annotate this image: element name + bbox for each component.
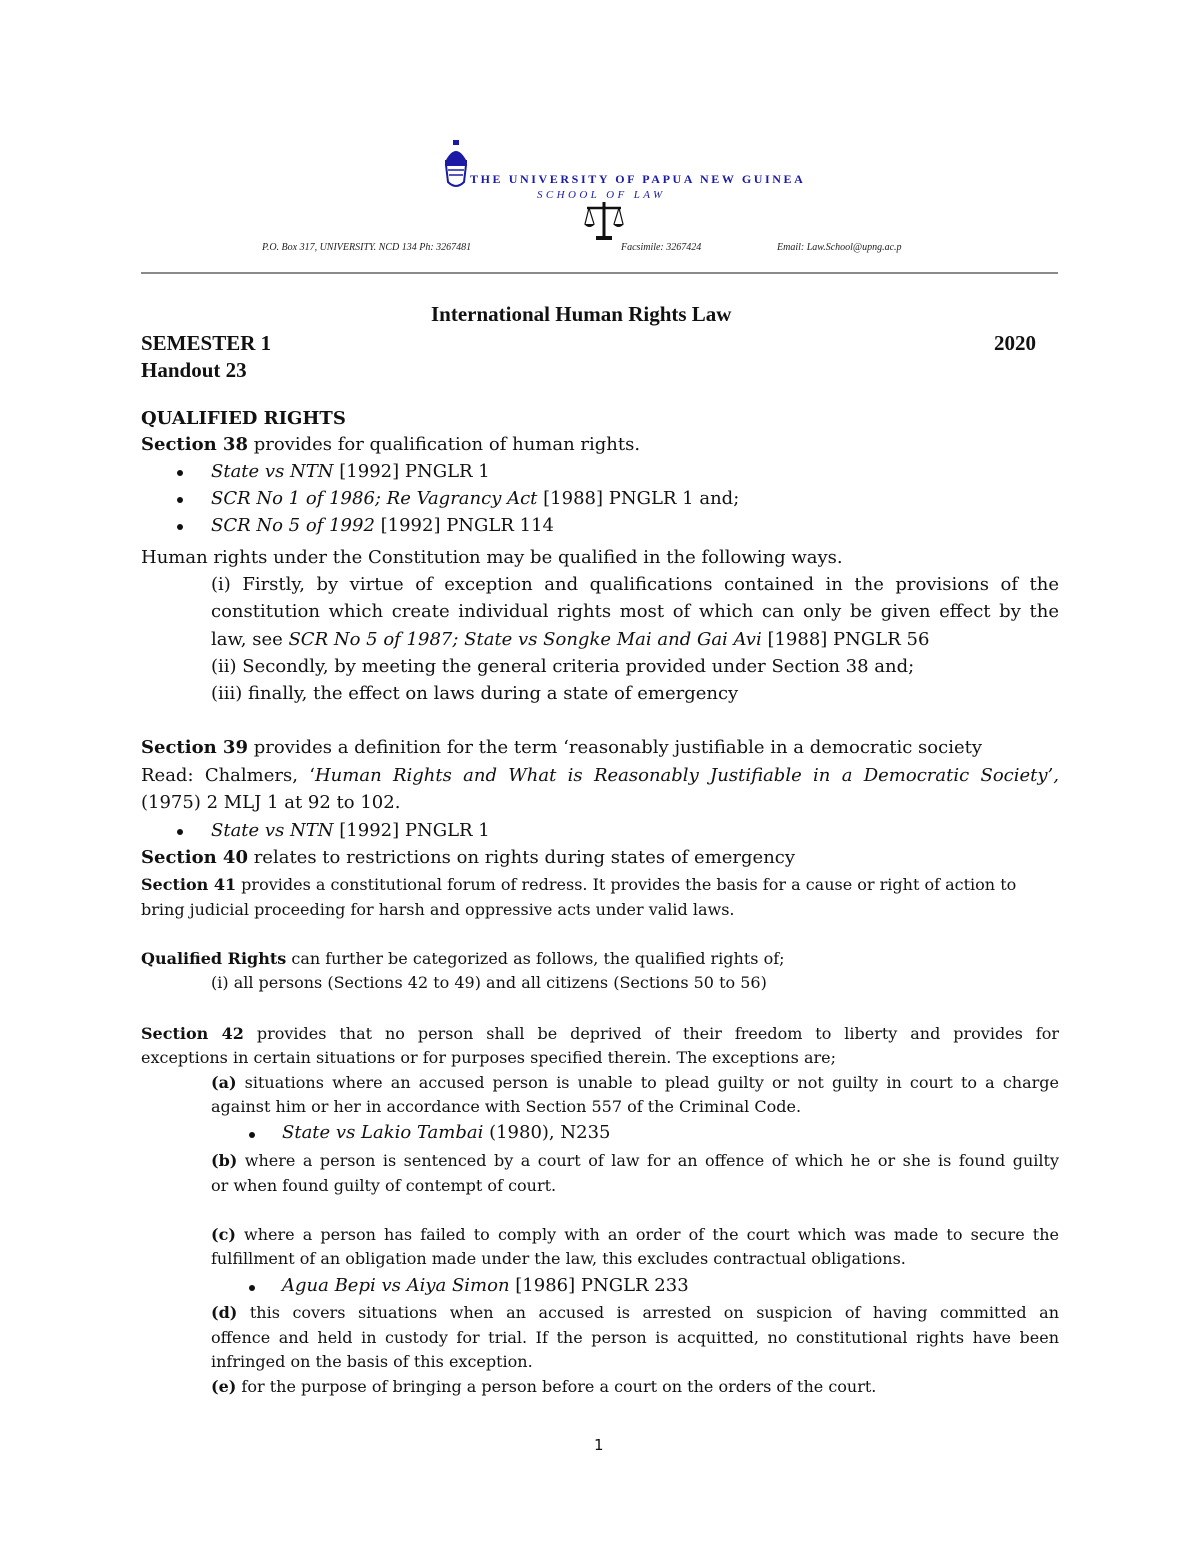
section-41-line2: bring judicial proceeding for harsh and oppressive acts under valid laws. (141, 900, 735, 919)
qualification-i-line3 (211, 629, 929, 650)
exception-label: (d) (211, 1303, 238, 1322)
section-42-line1 (141, 1024, 1059, 1043)
case-name: State vs NTN (211, 461, 334, 482)
semester-label: SEMESTER 1 (141, 331, 272, 355)
exception-a-line1 (211, 1073, 1059, 1092)
case-citation: [1988] PNGLR 1 and; (537, 488, 740, 509)
exception-c-line1 (211, 1225, 1059, 1244)
section-39-citation: (1975) 2 MLJ 1 at 92 to 102. (141, 792, 401, 813)
article-title: Human Rights and What is Reasonably Justifiable in a Democratic Society’, (314, 765, 1059, 786)
section-39-reading (141, 765, 1059, 786)
exception-b-line2: or when found guilty of contempt of court. (211, 1176, 557, 1195)
year-label: 2020 (994, 331, 1036, 355)
school-name: SCHOOL OF LAW (537, 189, 666, 201)
text-fragment: situations where an accused person is unable to plead guilty or not guilty in court to a charge (236, 1073, 1059, 1092)
case-citation: [1992] PNGLR 114 (374, 515, 555, 536)
categories-label: Qualified Rights (141, 949, 287, 968)
exception-label: (c) (211, 1225, 236, 1244)
text-fragment: for the purpose of bringing a person before a court on the orders of the court. (236, 1377, 877, 1396)
bullet-icon (177, 470, 183, 476)
case-citation: (1980), N235 (483, 1122, 611, 1143)
document-title: International Human Rights Law (431, 302, 732, 326)
qualification-i-line2: constitution which create individual rights most of which can only be given effect by the (211, 601, 1059, 622)
section-38-text: provides for qualification of human rights. (247, 434, 641, 455)
exception-c-line2: fulfillment of an obligation made under the law, this excludes contractual obligations. (211, 1249, 906, 1268)
categories-item: (i) all persons (Sections 42 to 49) and all citizens (Sections 50 to 56) (211, 973, 767, 992)
categories-paragraph (141, 949, 785, 968)
section-38-label: Section 38 (141, 434, 248, 455)
case-bullet-4 (211, 820, 490, 841)
case-citation: [1992] PNGLR 1 (333, 461, 490, 482)
page-number: 1 (594, 1436, 604, 1454)
qualification-ii: (ii) Secondly, by meeting the general criteria provided under Section 38 and; (211, 656, 915, 677)
text-fragment: Read: Chalmers, ‘ (141, 765, 315, 786)
section-39-paragraph (141, 737, 982, 758)
text-fragment: this covers situations when an accused is arrested on suspicion of having committed an (237, 1303, 1059, 1322)
text-fragment: can further be categorized as follows, the qualified rights of; (286, 949, 785, 968)
section-41-line1 (141, 875, 1016, 894)
exception-b-line1 (211, 1151, 1059, 1170)
bullet-icon (177, 524, 183, 530)
exception-label: (b) (211, 1151, 238, 1170)
text-fragment: where a person is sentenced by a court of law for an offence of which he or she is found guilty (237, 1151, 1059, 1170)
handout-label: Handout 23 (141, 358, 247, 382)
qualified-rights-heading: QUALIFIED RIGHTS (141, 408, 346, 429)
text-fragment: law, see (211, 629, 289, 650)
letterhead-divider (141, 272, 1058, 274)
section-39-label: Section 39 (141, 737, 248, 758)
exception-d-line2: offence and held in custody for trial. If the person is acquitted, no constitutional rights have been (211, 1328, 1059, 1347)
qualification-i-line1: (i) Firstly, by virtue of exception and qualifications contained in the provisions of the (211, 574, 1059, 595)
section-41-label: Section 41 (141, 875, 237, 894)
bullet-icon (249, 1132, 255, 1138)
qualification-iii: (iii) finally, the effect on laws during a state of emergency (211, 683, 739, 704)
text-fragment: provides that no person shall be deprived of their freedom to liberty and provides for (243, 1024, 1059, 1043)
case-bullet-5 (282, 1122, 610, 1143)
contact-facsimile: Facsimile: 3267424 (621, 242, 702, 253)
exception-d-line3: infringed on the basis of this exception. (211, 1352, 533, 1371)
case-name: Agua Bepi vs Aiya Simon (282, 1275, 510, 1296)
case-bullet-1 (211, 461, 490, 482)
section-39-text: provides a definition for the term ‘reasonably justifiable in a democratic society (247, 737, 983, 758)
section-40-text: relates to restrictions on rights during states of emergency (247, 847, 796, 868)
contact-address: P.O. Box 317, UNIVERSITY. NCD 134 Ph: 3267481 (262, 242, 472, 253)
exception-a-line2: against him or her in accordance with Section 557 of the Criminal Code. (211, 1097, 802, 1116)
contact-email: Email: Law.School@upng.ac.p (777, 242, 902, 253)
text-fragment: where a person has failed to comply with an order of the court which was made to secure the (235, 1225, 1059, 1244)
section-40-label: Section 40 (141, 847, 248, 868)
section-38-paragraph (141, 434, 640, 455)
case-name: SCR No 5 of 1987; State vs Songke Mai and Gai Avi (288, 629, 762, 650)
bullet-icon (177, 497, 183, 503)
case-citation: [1992] PNGLR 1 (333, 820, 490, 841)
case-name: SCR No 5 of 1992 (211, 515, 375, 536)
case-bullet-3 (211, 515, 554, 536)
case-name: State vs Lakio Tambai (282, 1122, 484, 1143)
section-42-line2: exceptions in certain situations or for purposes specified therein. The exceptions are; (141, 1048, 836, 1067)
exception-label: (a) (211, 1073, 237, 1092)
case-bullet-2 (211, 488, 739, 509)
text-fragment: provides a constitutional forum of redress. It provides the basis for a cause or right of action to (236, 875, 1017, 894)
university-crest-icon (440, 140, 472, 192)
qualification-intro: Human rights under the Constitution may be qualified in the following ways. (141, 547, 843, 568)
case-name: State vs NTN (211, 820, 334, 841)
section-42-label: Section 42 (141, 1024, 244, 1043)
exception-d-line1 (211, 1303, 1059, 1322)
bullet-icon (249, 1285, 255, 1291)
case-citation: [1988] PNGLR 56 (761, 629, 930, 650)
scales-of-justice-icon (584, 200, 624, 242)
exception-label: (e) (211, 1377, 237, 1396)
case-name: SCR No 1 of 1986; Re Vagrancy Act (211, 488, 538, 509)
case-bullet-6 (282, 1275, 689, 1296)
case-citation: [1986] PNGLR 233 (509, 1275, 689, 1296)
university-name: THE UNIVERSITY OF PAPUA NEW GUINEA (470, 172, 806, 186)
exception-e-line1 (211, 1377, 876, 1396)
bullet-icon (177, 829, 183, 835)
section-40-paragraph (141, 847, 795, 868)
